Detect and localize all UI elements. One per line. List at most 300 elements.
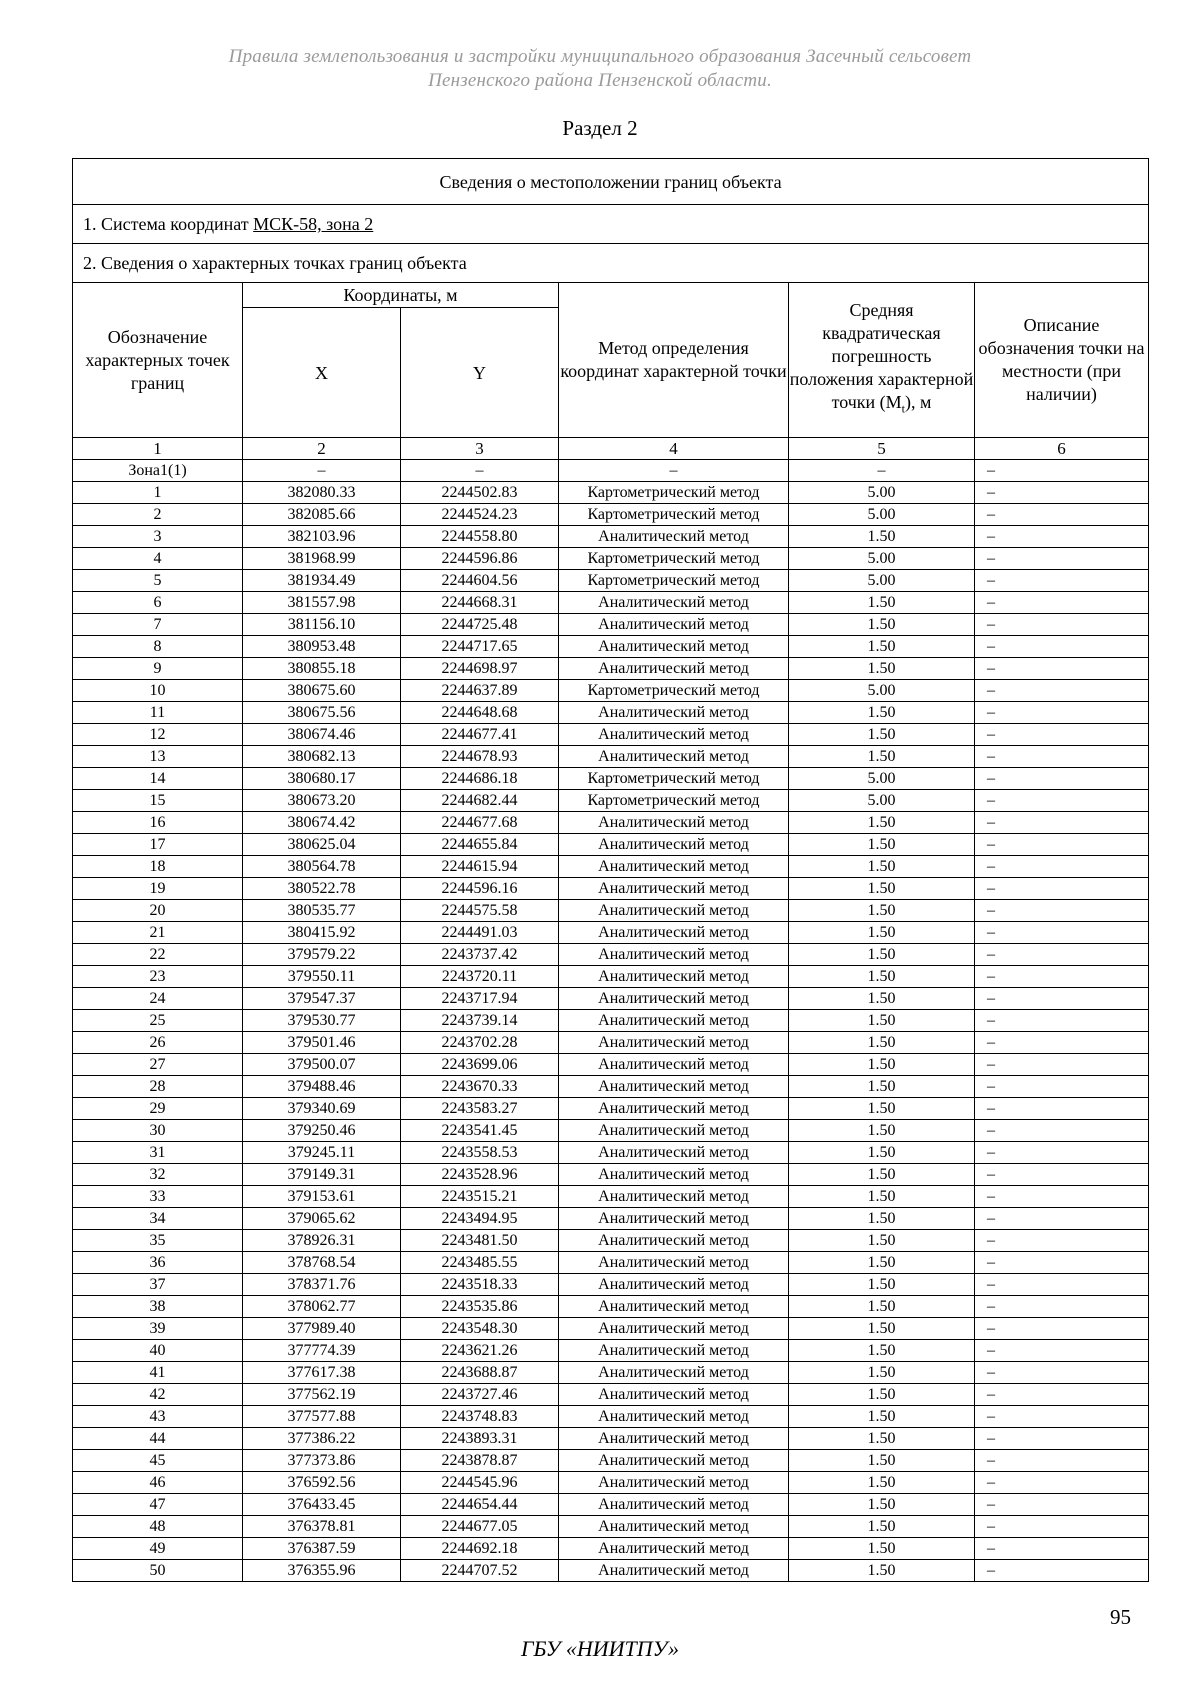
y-cell: 2243518.33 — [401, 1274, 559, 1296]
description-cell: – — [975, 878, 1149, 900]
y-cell: 2244698.97 — [401, 658, 559, 680]
col-x-header: X — [243, 308, 401, 438]
point-id-cell: 47 — [73, 1494, 243, 1516]
table-row — [73, 1494, 1149, 1516]
method-cell: Аналитический метод — [559, 702, 789, 724]
col-description-header: Описание обозначения точки на местности (при наличии) — [975, 283, 1149, 438]
table-row — [73, 504, 1149, 526]
method-cell: Аналитический метод — [559, 1494, 789, 1516]
error-cell: 1.50 — [789, 966, 975, 988]
error-cell: 1.50 — [789, 1296, 975, 1318]
column-number: 1 — [73, 438, 243, 460]
x-cell: 378926.31 — [243, 1230, 401, 1252]
point-id-cell: 10 — [73, 680, 243, 702]
y-cell: 2244678.93 — [401, 746, 559, 768]
x-cell: 380535.77 — [243, 900, 401, 922]
y-cell: 2244692.18 — [401, 1538, 559, 1560]
description-cell: – — [975, 856, 1149, 878]
x-cell: 377617.38 — [243, 1362, 401, 1384]
point-id-cell: 5 — [73, 570, 243, 592]
zone-cell: – — [401, 460, 559, 482]
x-cell: 377577.88 — [243, 1406, 401, 1428]
description-cell: – — [975, 1472, 1149, 1494]
y-cell: 2243558.53 — [401, 1142, 559, 1164]
description-cell: – — [975, 746, 1149, 768]
x-cell: 380855.18 — [243, 658, 401, 680]
description-cell: – — [975, 900, 1149, 922]
error-cell: 1.50 — [789, 1406, 975, 1428]
description-cell: – — [975, 1032, 1149, 1054]
description-cell: – — [975, 592, 1149, 614]
table-row — [73, 1472, 1149, 1494]
x-cell: 380675.60 — [243, 680, 401, 702]
method-cell: Картометрический метод — [559, 504, 789, 526]
error-cell: 5.00 — [789, 504, 975, 526]
description-cell: – — [975, 1384, 1149, 1406]
method-cell: Аналитический метод — [559, 812, 789, 834]
error-cell: 1.50 — [789, 1142, 975, 1164]
point-id-cell: 38 — [73, 1296, 243, 1318]
description-cell: – — [975, 1362, 1149, 1384]
method-cell: Аналитический метод — [559, 878, 789, 900]
point-id-cell: 28 — [73, 1076, 243, 1098]
point-id-cell: 11 — [73, 702, 243, 724]
method-cell: Аналитический метод — [559, 944, 789, 966]
x-cell: 376387.59 — [243, 1538, 401, 1560]
table-row — [73, 922, 1149, 944]
error-cell: 1.50 — [789, 1494, 975, 1516]
point-id-cell: 45 — [73, 1450, 243, 1472]
point-id-cell: 26 — [73, 1032, 243, 1054]
point-id-cell: 34 — [73, 1208, 243, 1230]
error-cell: 5.00 — [789, 768, 975, 790]
table-row — [73, 526, 1149, 548]
description-cell: – — [975, 570, 1149, 592]
method-cell: Аналитический метод — [559, 1098, 789, 1120]
y-cell: 2243717.94 — [401, 988, 559, 1010]
description-cell: – — [975, 790, 1149, 812]
x-cell: 379488.46 — [243, 1076, 401, 1098]
y-cell: 2243727.46 — [401, 1384, 559, 1406]
footer-org: ГБУ «НИИТПУ» — [520, 1636, 680, 1661]
error-cell: 5.00 — [789, 482, 975, 504]
y-cell: 2244668.31 — [401, 592, 559, 614]
x-cell: 377774.39 — [243, 1340, 401, 1362]
method-cell: Аналитический метод — [559, 1142, 789, 1164]
table-row — [73, 636, 1149, 658]
description-cell: – — [975, 1494, 1149, 1516]
error-cell: 1.50 — [789, 1472, 975, 1494]
table-row — [73, 878, 1149, 900]
method-cell: Аналитический метод — [559, 1450, 789, 1472]
point-id-cell: 30 — [73, 1120, 243, 1142]
point-id-cell: 24 — [73, 988, 243, 1010]
y-cell: 2243621.26 — [401, 1340, 559, 1362]
method-cell: Аналитический метод — [559, 900, 789, 922]
point-id-cell: 15 — [73, 790, 243, 812]
method-cell: Аналитический метод — [559, 1230, 789, 1252]
table-row — [73, 900, 1149, 922]
x-cell: 379501.46 — [243, 1032, 401, 1054]
error-cell: 1.50 — [789, 1340, 975, 1362]
method-cell: Аналитический метод — [559, 1362, 789, 1384]
point-id-cell: 50 — [73, 1560, 243, 1582]
point-id-cell: 17 — [73, 834, 243, 856]
error-cell: 1.50 — [789, 702, 975, 724]
description-cell: – — [975, 834, 1149, 856]
y-cell: 2243528.96 — [401, 1164, 559, 1186]
zone-cell: – — [789, 460, 975, 482]
error-cell: 1.50 — [789, 856, 975, 878]
x-cell: 382103.96 — [243, 526, 401, 548]
description-cell: – — [975, 1318, 1149, 1340]
x-cell: 379550.11 — [243, 966, 401, 988]
table-row — [73, 1032, 1149, 1054]
error-cell: 1.50 — [789, 658, 975, 680]
column-number: 5 — [789, 438, 975, 460]
error-cell: 5.00 — [789, 570, 975, 592]
point-id-cell: 14 — [73, 768, 243, 790]
method-cell: Аналитический метод — [559, 1516, 789, 1538]
method-cell: Аналитический метод — [559, 636, 789, 658]
description-cell: – — [975, 1076, 1149, 1098]
y-cell: 2244682.44 — [401, 790, 559, 812]
method-cell: Аналитический метод — [559, 1472, 789, 1494]
y-cell: 2243739.14 — [401, 1010, 559, 1032]
point-id-cell: 23 — [73, 966, 243, 988]
error-cell: 1.50 — [789, 614, 975, 636]
x-cell: 379245.11 — [243, 1142, 401, 1164]
x-cell: 380673.20 — [243, 790, 401, 812]
x-cell: 381934.49 — [243, 570, 401, 592]
error-cell: 1.50 — [789, 1252, 975, 1274]
table-row — [73, 548, 1149, 570]
table-row — [73, 1230, 1149, 1252]
zone-cell: Зона1(1) — [73, 460, 243, 482]
method-cell: Аналитический метод — [559, 1274, 789, 1296]
table-row — [73, 1208, 1149, 1230]
table-row — [73, 1406, 1149, 1428]
y-cell: 2243878.87 — [401, 1450, 559, 1472]
table-row — [73, 1318, 1149, 1340]
y-cell: 2244677.68 — [401, 812, 559, 834]
table-row — [73, 988, 1149, 1010]
description-cell: – — [975, 680, 1149, 702]
table-row — [73, 1186, 1149, 1208]
method-cell: Аналитический метод — [559, 1296, 789, 1318]
table-row — [73, 614, 1149, 636]
method-cell: Аналитический метод — [559, 1406, 789, 1428]
x-cell: 380953.48 — [243, 636, 401, 658]
point-id-cell: 43 — [73, 1406, 243, 1428]
x-cell: 379065.62 — [243, 1208, 401, 1230]
method-cell: Картометрический метод — [559, 548, 789, 570]
error-cell: 1.50 — [789, 1032, 975, 1054]
table-title: Сведения о местоположении границ объекта — [73, 159, 1149, 205]
method-cell: Аналитический метод — [559, 1428, 789, 1450]
y-cell: 2243699.06 — [401, 1054, 559, 1076]
description-cell: – — [975, 548, 1149, 570]
point-id-cell: 16 — [73, 812, 243, 834]
description-cell: – — [975, 1230, 1149, 1252]
point-id-cell: 48 — [73, 1516, 243, 1538]
error-cell: 1.50 — [789, 1076, 975, 1098]
method-cell: Аналитический метод — [559, 834, 789, 856]
description-cell: – — [975, 1516, 1149, 1538]
table-row — [73, 1296, 1149, 1318]
y-cell: 2244637.89 — [401, 680, 559, 702]
y-cell: 2244655.84 — [401, 834, 559, 856]
table-row — [73, 1010, 1149, 1032]
point-id-cell: 1 — [73, 482, 243, 504]
method-cell: Аналитический метод — [559, 1318, 789, 1340]
x-cell: 379250.46 — [243, 1120, 401, 1142]
y-cell: 2243515.21 — [401, 1186, 559, 1208]
method-cell: Аналитический метод — [559, 988, 789, 1010]
x-cell: 382085.66 — [243, 504, 401, 526]
point-id-cell: 22 — [73, 944, 243, 966]
error-cell: 1.50 — [789, 746, 975, 768]
table-row — [73, 1076, 1149, 1098]
table-row — [73, 966, 1149, 988]
error-cell: 1.50 — [789, 1384, 975, 1406]
point-id-cell: 3 — [73, 526, 243, 548]
table-row — [73, 482, 1149, 504]
y-cell: 2243485.55 — [401, 1252, 559, 1274]
description-cell: – — [975, 1142, 1149, 1164]
description-cell: – — [975, 1296, 1149, 1318]
description-cell: – — [975, 724, 1149, 746]
x-cell: 380680.17 — [243, 768, 401, 790]
y-cell: 2243737.42 — [401, 944, 559, 966]
error-cell: 1.50 — [789, 1010, 975, 1032]
point-id-cell: 4 — [73, 548, 243, 570]
column-number: 2 — [243, 438, 401, 460]
error-cell: 1.50 — [789, 1098, 975, 1120]
description-cell: – — [975, 1010, 1149, 1032]
table-row — [73, 768, 1149, 790]
y-cell: 2244524.23 — [401, 504, 559, 526]
y-cell: 2243702.28 — [401, 1032, 559, 1054]
table-row — [73, 570, 1149, 592]
error-cell: 1.50 — [789, 834, 975, 856]
y-cell: 2244717.65 — [401, 636, 559, 658]
x-cell: 379530.77 — [243, 1010, 401, 1032]
description-cell: – — [975, 966, 1149, 988]
error-cell: 1.50 — [789, 1428, 975, 1450]
error-cell: 1.50 — [789, 922, 975, 944]
method-cell: Аналитический метод — [559, 1252, 789, 1274]
method-cell: Аналитический метод — [559, 1054, 789, 1076]
description-cell: – — [975, 988, 1149, 1010]
point-id-cell: 21 — [73, 922, 243, 944]
y-cell: 2244686.18 — [401, 768, 559, 790]
section-title: Раздел 2 — [562, 116, 638, 140]
method-cell: Аналитический метод — [559, 1186, 789, 1208]
point-id-cell: 49 — [73, 1538, 243, 1560]
x-cell: 378371.76 — [243, 1274, 401, 1296]
x-cell: 376592.56 — [243, 1472, 401, 1494]
table-row — [73, 856, 1149, 878]
x-cell: 382080.33 — [243, 482, 401, 504]
y-cell: 2244725.48 — [401, 614, 559, 636]
y-cell: 2244677.41 — [401, 724, 559, 746]
method-cell: Аналитический метод — [559, 1010, 789, 1032]
description-cell: – — [975, 1252, 1149, 1274]
description-cell: – — [975, 658, 1149, 680]
description-cell: – — [975, 1120, 1149, 1142]
table-row — [73, 944, 1149, 966]
x-cell: 380674.42 — [243, 812, 401, 834]
y-cell: 2244545.96 — [401, 1472, 559, 1494]
table-row — [73, 812, 1149, 834]
point-id-cell: 44 — [73, 1428, 243, 1450]
error-cell: 1.50 — [789, 944, 975, 966]
x-cell: 378062.77 — [243, 1296, 401, 1318]
description-cell: – — [975, 812, 1149, 834]
method-cell: Аналитический метод — [559, 1560, 789, 1582]
description-cell: – — [975, 614, 1149, 636]
x-cell: 379153.61 — [243, 1186, 401, 1208]
table-row — [73, 680, 1149, 702]
zone-cell: – — [975, 460, 1149, 482]
running-header-line-2: Пензенского района Пензенской области. — [428, 70, 772, 91]
table-row — [73, 1538, 1149, 1560]
y-cell: 2244596.16 — [401, 878, 559, 900]
y-cell: 2244558.80 — [401, 526, 559, 548]
point-id-cell: 18 — [73, 856, 243, 878]
method-cell: Аналитический метод — [559, 1538, 789, 1560]
x-cell: 380675.56 — [243, 702, 401, 724]
zone-cell: – — [559, 460, 789, 482]
table-row — [73, 1560, 1149, 1582]
method-cell: Аналитический метод — [559, 922, 789, 944]
method-cell: Аналитический метод — [559, 1032, 789, 1054]
description-cell: – — [975, 482, 1149, 504]
method-cell: Аналитический метод — [559, 1340, 789, 1362]
description-cell: – — [975, 922, 1149, 944]
method-cell: Аналитический метод — [559, 856, 789, 878]
table-row — [73, 724, 1149, 746]
x-cell: 376433.45 — [243, 1494, 401, 1516]
x-cell: 377386.22 — [243, 1428, 401, 1450]
error-cell: 5.00 — [789, 790, 975, 812]
y-cell: 2244502.83 — [401, 482, 559, 504]
column-number: 6 — [975, 438, 1149, 460]
table-row — [73, 1252, 1149, 1274]
zone-cell: – — [243, 460, 401, 482]
error-cell: 1.50 — [789, 1208, 975, 1230]
description-cell: – — [975, 944, 1149, 966]
description-cell: – — [975, 1428, 1149, 1450]
x-cell: 377562.19 — [243, 1384, 401, 1406]
description-cell: – — [975, 504, 1149, 526]
table-row — [73, 592, 1149, 614]
description-cell: – — [975, 1538, 1149, 1560]
x-cell: 380682.13 — [243, 746, 401, 768]
method-cell: Аналитический метод — [559, 526, 789, 548]
coord-system-value: МСК-58, зона 2 — [253, 214, 374, 234]
y-cell: 2243893.31 — [401, 1428, 559, 1450]
table-row — [73, 1428, 1149, 1450]
table-row — [73, 1120, 1149, 1142]
x-cell: 379340.69 — [243, 1098, 401, 1120]
error-cell: 5.00 — [789, 548, 975, 570]
table-row — [73, 1098, 1149, 1120]
table-row — [73, 1362, 1149, 1384]
point-id-cell: 7 — [73, 614, 243, 636]
col-designation-header: Обозначение характерных точек границ — [73, 283, 243, 438]
col-error-header: Средняя квадратическая погрешность положения характерной точки $(M_t)$, м — [789, 283, 975, 438]
error-cell: 1.50 — [789, 1560, 975, 1582]
zone-row — [73, 460, 1149, 482]
point-id-cell: 36 — [73, 1252, 243, 1274]
column-numbers-row — [73, 438, 1149, 460]
table-row — [73, 746, 1149, 768]
point-id-cell: 9 — [73, 658, 243, 680]
x-cell: 379500.07 — [243, 1054, 401, 1076]
x-cell: 381557.98 — [243, 592, 401, 614]
method-cell: Аналитический метод — [559, 1076, 789, 1098]
table-row — [73, 1450, 1149, 1472]
method-cell: Аналитический метод — [559, 1164, 789, 1186]
error-cell: 1.50 — [789, 878, 975, 900]
point-id-cell: 6 — [73, 592, 243, 614]
error-cell: 1.50 — [789, 1450, 975, 1472]
method-cell: Аналитический метод — [559, 724, 789, 746]
point-id-cell: 42 — [73, 1384, 243, 1406]
error-cell: 1.50 — [789, 1318, 975, 1340]
y-cell: 2244491.03 — [401, 922, 559, 944]
x-cell: 381968.99 — [243, 548, 401, 570]
description-cell: – — [975, 1450, 1149, 1472]
description-cell: – — [975, 1208, 1149, 1230]
point-id-cell: 27 — [73, 1054, 243, 1076]
error-cell: 1.50 — [789, 1230, 975, 1252]
method-cell: Аналитический метод — [559, 1384, 789, 1406]
error-cell: 5.00 — [789, 680, 975, 702]
table-row — [73, 1274, 1149, 1296]
error-cell: 1.50 — [789, 724, 975, 746]
error-cell: 1.50 — [789, 636, 975, 658]
point-id-cell: 25 — [73, 1010, 243, 1032]
description-cell: – — [975, 526, 1149, 548]
method-cell: Аналитический метод — [559, 746, 789, 768]
table-row — [73, 1054, 1149, 1076]
col-method-header: Метод определения координат характерной точки — [559, 283, 789, 438]
table-row — [73, 1340, 1149, 1362]
error-cell: 1.50 — [789, 1538, 975, 1560]
point-id-cell: 19 — [73, 878, 243, 900]
y-cell: 2243720.11 — [401, 966, 559, 988]
table-row — [73, 658, 1149, 680]
y-cell: 2244654.44 — [401, 1494, 559, 1516]
y-cell: 2244707.52 — [401, 1560, 559, 1582]
description-cell: – — [975, 1164, 1149, 1186]
error-cell: 1.50 — [789, 1516, 975, 1538]
point-id-cell: 2 — [73, 504, 243, 526]
point-id-cell: 35 — [73, 1230, 243, 1252]
table-row — [73, 1164, 1149, 1186]
x-cell: 377373.86 — [243, 1450, 401, 1472]
error-cell: 1.50 — [789, 592, 975, 614]
error-cell: 1.50 — [789, 1362, 975, 1384]
column-number: 4 — [559, 438, 789, 460]
y-cell: 2243688.87 — [401, 1362, 559, 1384]
page-number: 95 — [1110, 1605, 1131, 1629]
x-cell: 379149.31 — [243, 1164, 401, 1186]
error-cell: 1.50 — [789, 1274, 975, 1296]
